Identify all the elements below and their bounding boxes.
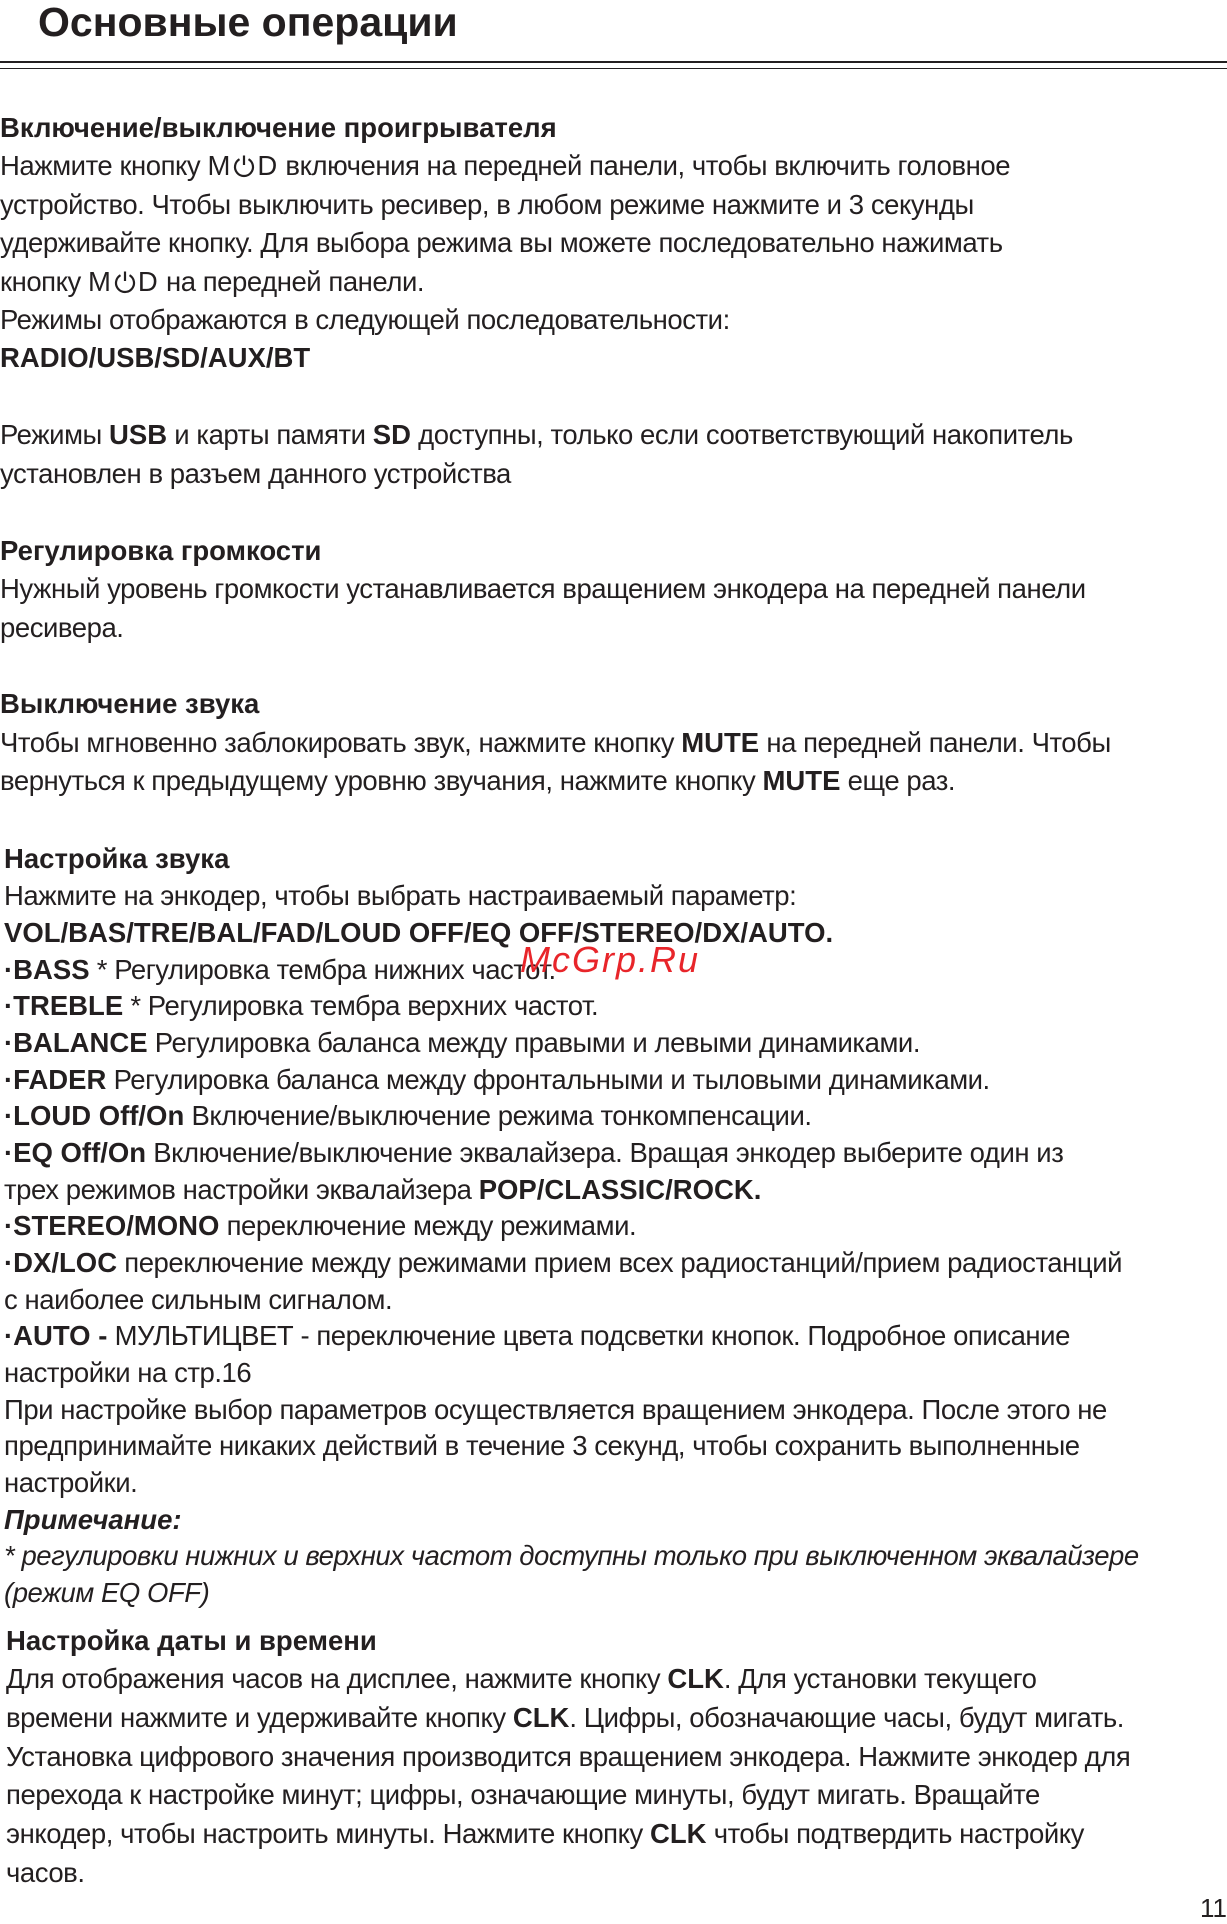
param-item-fader: ·FADER Регулировка баланса между фронтальными и тыловыми динамиками. [4,1064,990,1095]
text-line: кнопку M D на передней панели. [0,266,425,297]
text-line: ресивера. [0,612,124,643]
text-line: Нажмите кнопку M D включения на передней панели, чтобы включить головное [0,150,1011,181]
param-item-balance: ·BALANCE Регулировка баланса между правыми и левыми динамиками. [4,1027,921,1058]
text-line: времени нажмите и удерживайте кнопку CLK. Цифры, обозначающие часы, будут мигать. [6,1702,1124,1733]
page-title: Основные операции [38,0,458,45]
page-number: 11 [1200,1893,1227,1923]
text-line: установлен в разъем данного устройства [0,458,511,489]
text-line: Установка цифрового значения производится вращением энкодера. Нажмите энкодер для [6,1741,1131,1772]
param-item-dx: ·DX/LOC переключение между режимами прием всех радиостанций/прием радиостанций [4,1247,1123,1278]
text-line: устройство. Чтобы выключить ресивер, в любом режиме нажмите и 3 секунды [0,189,974,220]
text-line: настройки на стр.16 [4,1357,252,1388]
section-heading-clock: Настройка даты и времени [6,1625,377,1656]
text-line: перехода к настройке минут; цифры, означающие минуты, будут мигать. Вращайте [6,1779,1040,1810]
params-sequence: VOL/BAS/TRE/BAL/FAD/LOUD OFF/EQ OFF/STEREO/DX/AUTO. [4,917,834,948]
text-line: Режимы отображаются в следующей последовательности: [0,304,730,335]
param-item-eq: ·EQ Off/On Включение/выключение эквалайзера. Вращая энкодер выберите один из [4,1137,1064,1168]
power-icon [232,154,256,178]
text-line: удерживайте кнопку. Для выбора режима вы можете последовательно нажимать [0,227,1003,258]
section-heading-sound: Настройка звука [4,843,230,874]
param-item-treble: ·TREBLE * Регулировка тембра верхних частот. [4,990,599,1021]
section-heading-power: Включение/выключение проигрывателя [0,112,557,143]
mod-power-button-label: M D [207,150,279,181]
title-rule [0,61,1227,63]
watermark: McGrp.Ru [520,939,701,980]
text-line: предпринимайте никаких действий в течение 3 секунд, чтобы сохранить выполненные [4,1430,1080,1461]
text-line: При настройке выбор параметров осуществляется вращением энкодера. После этого не [4,1394,1107,1425]
text-line: вернуться к предыдущему уровню звучания, нажмите кнопку MUTE еще раз. [0,765,956,796]
text-line: с наиболее сильным сигналом. [4,1284,393,1315]
param-item-auto: ·AUTO - МУЛЬТИЦВЕТ - переключение цвета подсветки кнопок. Подробное описание [4,1320,1070,1351]
text-line: трех режимов настройки эквалайзера POP/CLASSIC/ROCK. [4,1174,762,1205]
mod-power-button-label: M D [87,266,159,297]
text-line: Нажмите на энкодер, чтобы выбрать настраиваемый параметр: [4,880,797,911]
title-rule-thin [0,68,1227,69]
section-heading-mute: Выключение звука [0,688,260,719]
text-line: Нужный уровень громкости устанавливается вращением энкодера на передней панели [0,573,1086,604]
modes-sequence: RADIO/USB/SD/AUX/BT [0,342,311,373]
text-line: Чтобы мгновенно заблокировать звук, нажмите кнопку MUTE на передней панели. Чтобы [0,727,1111,758]
note-text: (режим EQ OFF) [4,1577,210,1608]
power-icon [113,270,137,294]
section-heading-volume: Регулировка громкости [0,535,322,566]
text-line: Режимы USB и карты памяти SD доступны, только если соответствующий накопитель [0,419,1073,450]
text-line: часов. [6,1857,85,1888]
param-item-bass: ·BASS * Регулировка тембра нижних частот. [4,954,556,985]
param-item-loud: ·LOUD Off/On Включение/выключение режима тонкомпенсации. [4,1100,812,1131]
note-label: Примечание: [4,1504,182,1535]
text-line: энкодер, чтобы настроить минуты. Нажмите кнопку CLK чтобы подтвердить настройку [6,1818,1084,1849]
text-line: настройки. [4,1467,138,1498]
param-item-stereo: ·STEREO/MONO переключение между режимами. [4,1210,637,1241]
note-text: * регулировки нижних и верхних частот доступны только при выключенном эквалайзере [4,1540,1139,1571]
text-line: Для отображения часов на дисплее, нажмите кнопку CLK. Для установки текущего [6,1663,1037,1694]
